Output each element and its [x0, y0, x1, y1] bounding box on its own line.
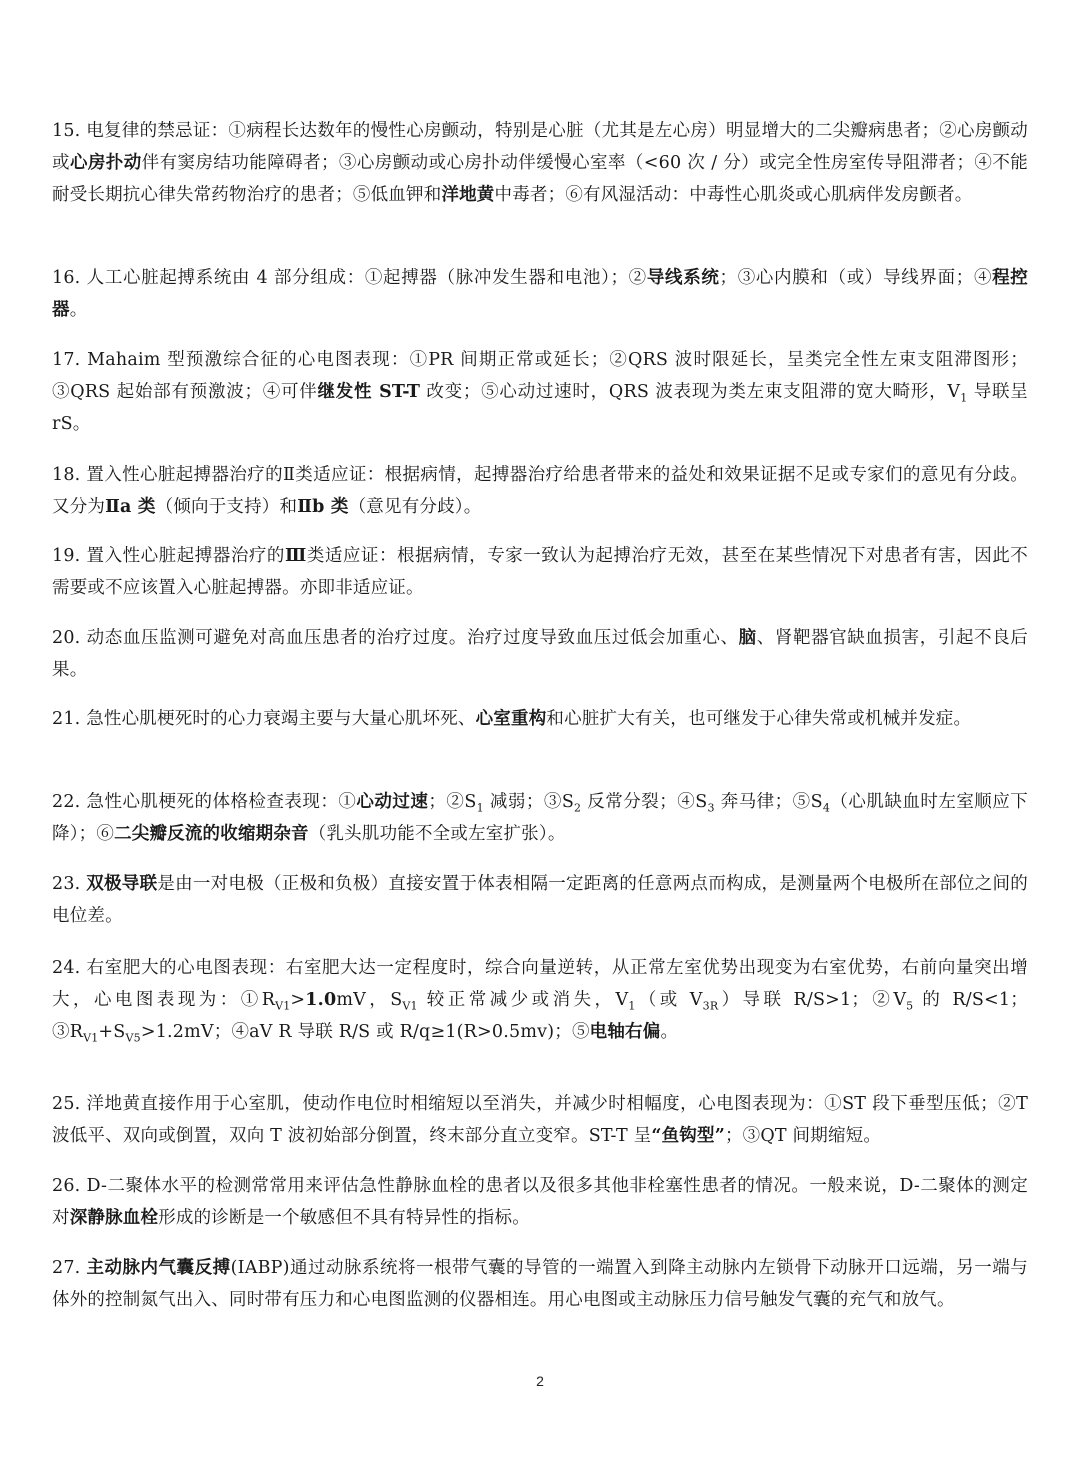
subscript: 3R — [702, 999, 719, 1013]
subscript: 3 — [707, 801, 715, 815]
text-run: 奔马律；⑤S — [714, 792, 823, 812]
text-run: 和心脏扩大有关，也可继发于心律失常或机械并发症。 — [546, 709, 972, 729]
subscript: 1 — [960, 391, 968, 405]
text-run: 反常分裂；④S — [581, 792, 708, 812]
text-run: +S — [98, 1022, 126, 1042]
list-item — [52, 703, 1028, 735]
text-run: 24. 右室肥大的心电图表现：右室肥大达一定程度时，综合向量逆转，从正常左室优势出现变为右室优势，右前向量突出增大，心电图表现为：①R — [52, 958, 1028, 1010]
bold-term: Ⅲ — [284, 546, 307, 566]
text-run: 改变；⑤心动过速时，QRS 波表现为类左束支阻滞的宽大畸形，V — [420, 382, 961, 402]
text-run: 15. 电复律的禁忌证：①病程长达数年的慢性心房颤动，特别是心脏（尤其是左心房）明显增大的二尖瓣病患者；②心房颤动或 — [52, 121, 1028, 173]
text-run: 18. 置入性心脏起搏器治疗的Ⅱ类适应证：根据病情，起搏器治疗给患者带来的益处和效果证据不足或专家们的意见有分歧。又分为 — [52, 465, 1028, 517]
subscript: V5 — [125, 1031, 141, 1045]
bold-term: 继发性 ST-T — [317, 382, 421, 402]
subscript: 5 — [906, 999, 914, 1013]
subscript: V1 — [83, 1031, 99, 1045]
list-item — [52, 540, 1028, 604]
list-item — [52, 1252, 1028, 1316]
text-run: ；②S — [428, 792, 477, 812]
text-run: 导联呈 rS。 — [52, 382, 1028, 434]
text-run: ；③心内膜和（或）导线界面；④ — [719, 268, 993, 288]
text-run: 22. 急性心肌梗死的体格检查表现：① — [52, 792, 357, 812]
list-item — [52, 868, 1028, 932]
text-run: （倾向于支持）和 — [155, 497, 298, 517]
bold-term: Ⅱb 类 — [297, 497, 349, 517]
text-run: ；③QT 间期缩短。 — [724, 1126, 882, 1146]
text-run: 27. — [52, 1258, 87, 1278]
text-run: >1.2mV；④aV R 导联 R/S 或 R/q≥1(R>0.5mv)；⑤ — [140, 1022, 590, 1042]
subscript: 4 — [822, 801, 831, 815]
bold-term: 心室重构 — [475, 709, 547, 729]
list-item — [52, 262, 1028, 326]
bold-term: 双极导联 — [86, 874, 158, 894]
list-item — [52, 622, 1028, 686]
list-item — [52, 952, 1028, 1048]
list-item — [52, 115, 1028, 211]
bold-term: 心动过速 — [356, 792, 429, 812]
subscript: 1 — [628, 999, 636, 1013]
bold-term: 电轴右偏 — [589, 1022, 661, 1042]
bold-term: 脑 — [738, 628, 757, 648]
text-run: 21. 急性心肌梗死时的心力衰竭主要与大量心肌坏死、 — [52, 709, 476, 729]
bold-term: 程控器 — [52, 268, 1028, 320]
page-number: 2 — [536, 1373, 544, 1389]
text-run: 。 — [69, 300, 88, 320]
bold-term: 1.0 — [305, 990, 337, 1010]
text-run: 、肾靶器官缺血损害，引起不良后果。 — [52, 628, 1029, 680]
subscript: 1 — [476, 801, 484, 815]
text-run: 。 — [660, 1022, 679, 1042]
text-run: 20. 动态血压监测可避免对高血压患者的治疗过度。治疗过度导致血压过低会加重心、 — [52, 628, 739, 648]
text-run: ）导联 R/S>1；②V — [718, 990, 907, 1010]
list-item — [52, 786, 1028, 850]
text-run: （意见有分歧）。 — [348, 497, 482, 517]
text-run: （心肌缺血时左室顺应下降）；⑥ — [52, 792, 1028, 844]
list-item — [52, 1170, 1028, 1234]
list-item — [52, 1088, 1028, 1152]
text-run: mV，S — [336, 990, 403, 1010]
subscript: V1 — [402, 999, 418, 1013]
text-run: 17. Mahaim 型预激综合征的心电图表现：①PR 间期正常或延长；②QRS 波时限延长，呈类完全性左束支阻滞图形；③QRS 起始部有预激波；④可伴 — [52, 350, 1028, 402]
text-run: 减弱；③S — [483, 792, 575, 812]
text-run: 23. — [52, 874, 87, 894]
list-item — [52, 344, 1028, 440]
text-run: 中毒者；⑥有风湿活动：中毒性心肌炎或心肌病伴发房颤者。 — [494, 185, 973, 205]
bold-term: “鱼钩型” — [651, 1126, 725, 1146]
text-run: （乳头肌功能不全或左室扩张）。 — [308, 824, 566, 844]
bold-term: 心房扑动 — [69, 153, 142, 173]
text-run: 是由一对电极（正极和负极）直接安置于体表相隔一定距离的任意两点而构成，是测量两个电极所在部位之间的电位差。 — [52, 874, 1028, 926]
text-run: 伴有窦房结功能障碍者；③心房颤动或心房扑动伴缓慢心室率（<60 次 / 分）或完全性房室传导阻滞者；④不能耐受长期抗心律失常药物治疗的患者；⑤低血钾和 — [52, 153, 1028, 205]
text-run: 较正常减少或消失，V — [417, 990, 629, 1010]
text-run: (IABP)通过动脉系统将一根带气囊的导管的一端置入到降主动脉内左锁骨下动脉开口远端，另一端与体外的控制氮气出入、同时带有压力和心电图监测的仪器相连。用心电图或主动脉压力信号触发气囊的充气和放气。 — [52, 1258, 1028, 1310]
text-run: 的 R/S<1；③R — [52, 990, 1028, 1042]
text-run: （或 V — [635, 990, 703, 1010]
text-run: 16. 人工心脏起搏系统由 4 部分组成：①起搏器（脉冲发生器和电池）；② — [52, 268, 647, 288]
text-run: 26. D-二聚体水平的检测常常用来评估急性静脉血栓的患者以及很多其他非栓塞性患者的情况。一般来说，D-二聚体的测定对 — [52, 1176, 1028, 1228]
bold-term: 主动脉内气囊反搏 — [86, 1258, 231, 1278]
text-run: 类适应证：根据病情，专家一致认为起搏治疗无效，甚至在某些情况下对患者有害，因此不需要或不应该置入心脏起搏器。亦即非适应证。 — [52, 546, 1028, 598]
subscript: 2 — [574, 801, 582, 815]
text-run: 形成的诊断是一个敏感但不具有特异性的指标。 — [158, 1208, 530, 1228]
bold-term: 导线系统 — [646, 268, 720, 288]
text-run: > — [290, 990, 306, 1010]
text-run: 25. 洋地黄直接作用于心室肌，使动作电位时相缩短以至消失，并减少时相幅度，心电图表现为：①ST 段下垂型压低；②T 波低平、双向或倒置，双向 T 波初始部分倒置，终末部分直立变窄。ST-T 呈 — [52, 1094, 1028, 1146]
bold-term: 深静脉血栓 — [69, 1208, 159, 1228]
bold-term: Ⅱa 类 — [105, 497, 156, 517]
subscript: V1 — [275, 999, 291, 1013]
text-run: 19. 置入性心脏起搏器治疗的 — [52, 546, 285, 566]
bold-term: 洋地黄 — [441, 185, 495, 205]
list-item — [52, 459, 1028, 523]
bold-term: 二尖瓣反流的收缩期杂音 — [114, 824, 309, 844]
